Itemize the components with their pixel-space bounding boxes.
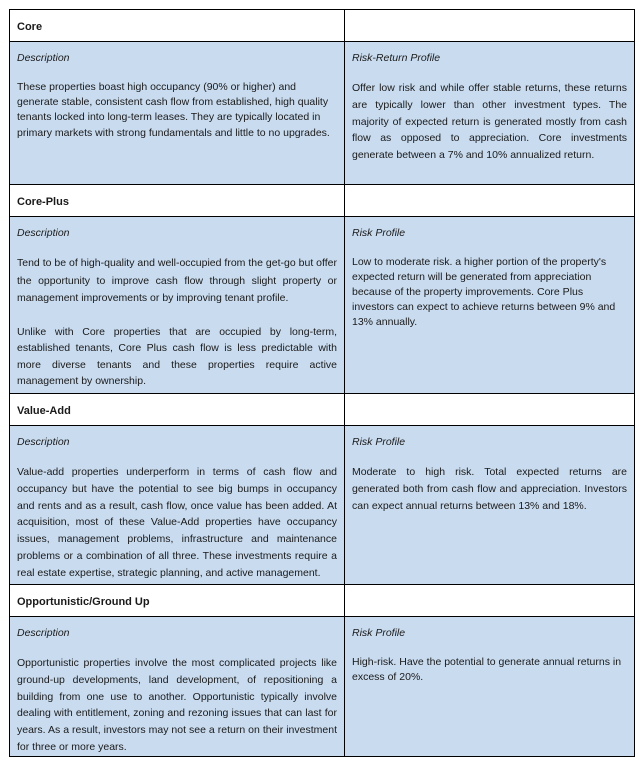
- empty-header-cell: [345, 585, 635, 617]
- section-title: Opportunistic/Ground Up: [17, 596, 150, 608]
- risk-profile-cell: [345, 217, 635, 394]
- section-header-row: [10, 585, 635, 617]
- risk-profile-text: High-risk. Have the potential to generate annual returns in excess of 20%.: [352, 656, 622, 683]
- risk-profile-cell: [345, 426, 635, 585]
- risk-profile-label: Risk Profile: [352, 227, 406, 239]
- description-text: These properties boast high occupancy (90% or higher) and generate stable, consistent cash flow from established, high quality tenants locked into long-term leases. They are typically located in primary markets with strong fundamentals and little to no upgrades.: [17, 81, 330, 139]
- risk-return-cell: [345, 42, 635, 185]
- description-label: Description: [17, 627, 70, 639]
- section-header-row: [10, 185, 635, 217]
- description-cell: [10, 42, 345, 185]
- section-title-cell: [10, 10, 345, 42]
- investment-strategies-document: [9, 9, 634, 757]
- section-body-row: [10, 42, 635, 185]
- strategy-table: [9, 9, 635, 757]
- section-header-row: [10, 394, 635, 426]
- section-body-row: [10, 217, 635, 394]
- risk-profile-label: Risk Profile: [352, 627, 406, 639]
- risk-profile-text: Moderate to high risk. Total expected returns are generated both from cash flow and appreciation. Investors can expect annual returns between 13% and 18%.: [352, 466, 627, 512]
- description-text: Value-add properties underperform in terms of cash flow and occupancy but have the potential to see big bumps in occupancy and rents and as a result, cash flow, once value has been added. At acquisition, most of these Value-Add properties have occupancy issues, management problems, infrastructure and maintenance problems or a combination of all three. These investments require a real estate expertise, strategic planning, and active management.: [17, 466, 337, 579]
- section-title-cell: [10, 185, 345, 217]
- description-label: Description: [17, 227, 70, 239]
- section-body-row: [10, 617, 635, 757]
- risk-profile-cell: [345, 617, 635, 757]
- section-title: Value-Add: [17, 405, 71, 417]
- section-title-cell: [10, 394, 345, 426]
- section-header-row: [10, 10, 635, 42]
- description-text: Unlike with Core properties that are occupied by long-term, established tenants, Core Plus cash flow is less predictable with more diverse tenants and these properties require active management by ownership.: [17, 325, 337, 387]
- description-text: Opportunistic properties involve the most complicated projects like ground-up developments, land development, of repositioning a building from one use to another. Opportunistic typically involve dealing with entitlement, zoning and rezoning issues that can last for years. As a result, investors may not see a return on their investment for three or more years.: [17, 657, 337, 753]
- risk-profile-label: Risk Profile: [352, 436, 406, 448]
- description-text: Tend to be of high-quality and well-occupied from the get-go but offer the opportunity to improve cash flow through slight property or management improvements or by improving tenant profile.: [17, 257, 337, 304]
- description-cell: [10, 426, 345, 585]
- description-label: Description: [17, 436, 70, 448]
- section-title: Core: [17, 21, 43, 33]
- description-cell: [10, 217, 345, 394]
- risk-return-label: Risk-Return Profile: [352, 52, 441, 64]
- risk-return-text: Offer low risk and while offer stable returns, these returns are typically lower than other investment types. The majority of expected return is generated mostly from cash flow as opposed to appreciation. Core investments generate between a 7% and 10% annualized return.: [352, 82, 627, 162]
- empty-header-cell: [345, 394, 635, 426]
- empty-header-cell: [345, 185, 635, 217]
- section-title: Core-Plus: [17, 196, 69, 208]
- description-cell: [10, 617, 345, 757]
- description-label: Description: [17, 52, 70, 64]
- section-title-cell: [10, 585, 345, 617]
- empty-header-cell: [345, 10, 635, 42]
- section-body-row: [10, 426, 635, 585]
- risk-profile-text: Low to moderate risk. a higher portion of the property's expected return will be generated from appreciation because of the property improvements. Core Plus investors can expect to achieve returns between 9% and 13% annually.: [352, 256, 616, 328]
